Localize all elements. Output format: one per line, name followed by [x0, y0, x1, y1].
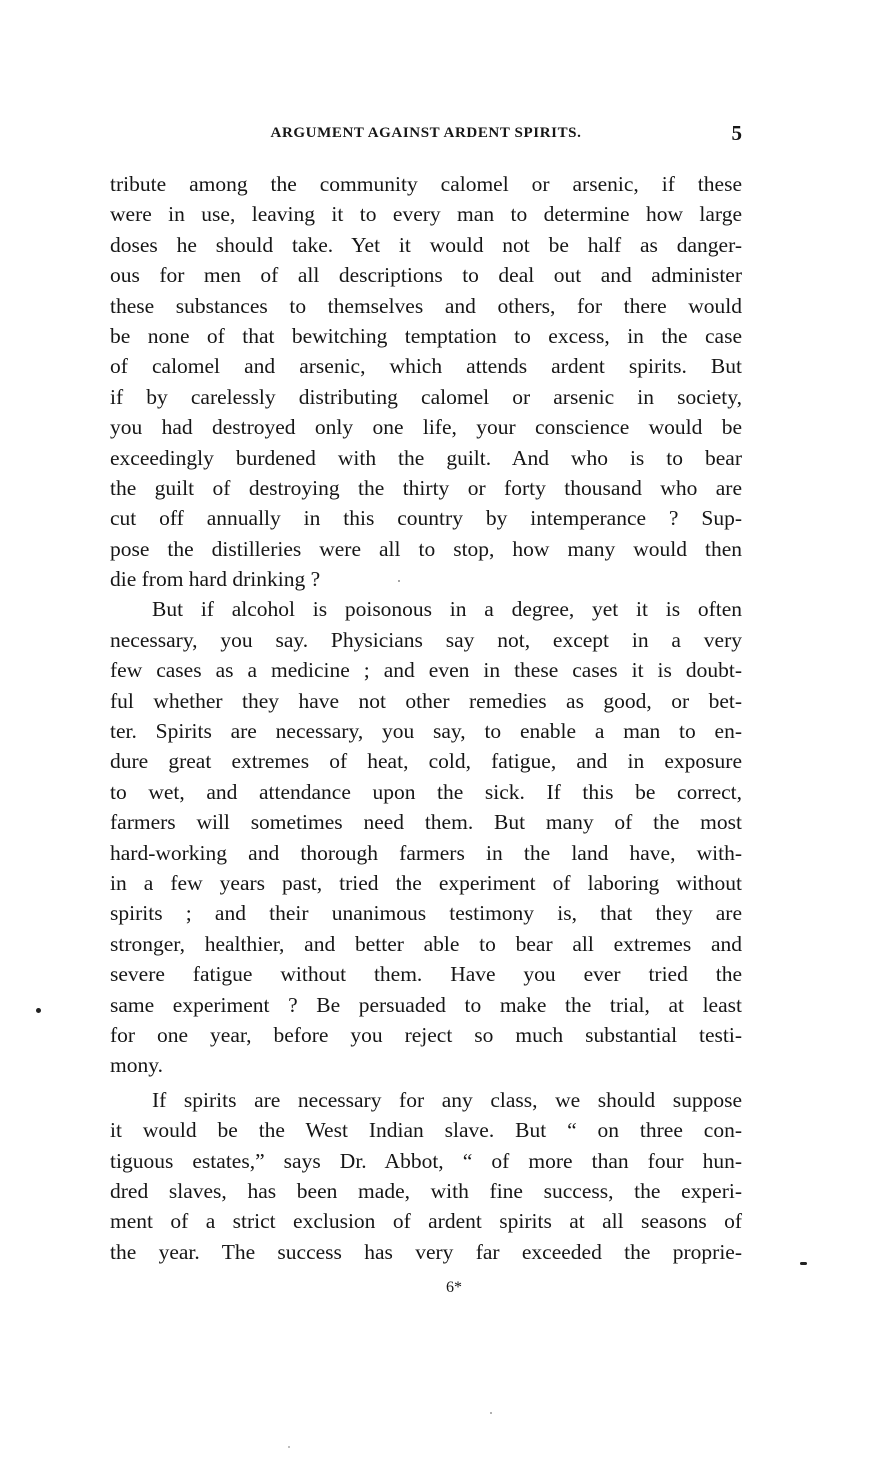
text-line: tiguous estates,” says Dr. Abbot, “ of more than four hun- [110, 1148, 742, 1173]
text-line: ous for men of all descriptions to deal out and administer [110, 263, 742, 288]
signature-mark: 6* [446, 1279, 462, 1296]
text-line: die from hard drinking ? [110, 567, 321, 592]
scan-speck [398, 580, 400, 582]
text-line: mony. [110, 1053, 163, 1078]
text-line: of calomel and arsenic, which attends ardent spirits. But [110, 354, 742, 379]
text-line: necessary, you say. Physicians say not, except in a very [110, 627, 742, 652]
scan-speck [288, 1446, 290, 1448]
paragraph [110, 594, 742, 1080]
scan-speck [800, 1262, 807, 1265]
text-line: doses he should take. Yet it would not be half as danger- [110, 232, 742, 257]
text-line: exceedingly burdened with the guilt. And who is to bear [110, 445, 742, 470]
text-line: If spirits are necessary for any class, we should suppose [152, 1087, 742, 1112]
text-line: in a few years past, tried the experiment of laboring without [110, 870, 742, 895]
scan-speck [36, 1008, 41, 1013]
text-line: you had destroyed only one life, your conscience would be [110, 415, 742, 440]
running-title: ARGUMENT AGAINST ARDENT SPIRITS. [270, 125, 582, 141]
text-line: to wet, and attendance upon the sick. If this be correct, [110, 779, 742, 804]
text-line: But if alcohol is poisonous in a degree, yet it is often [152, 597, 742, 622]
text-line: stronger, healthier, and better able to bear all extremes and [110, 931, 742, 956]
text-line: ful whether they have not other remedies as good, or bet- [110, 688, 742, 713]
text-line: ment of a strict exclusion of ardent spirits at all seasons of [110, 1209, 742, 1234]
text-line: dure great extremes of heat, cold, fatigue, and in exposure [110, 749, 742, 774]
text-line: these substances to themselves and others, for there would [110, 293, 742, 318]
paragraph [110, 169, 742, 594]
text-line: the guilt of destroying the thirty or forty thousand who are [110, 475, 742, 500]
text-line: ter. Spirits are necessary, you say, to enable a man to en- [110, 719, 742, 744]
scan-speck [490, 1412, 492, 1414]
page-number: 5 [731, 121, 742, 145]
text-line: were in use, leaving it to every man to determine how large [110, 202, 742, 227]
text-line: it would be the West Indian slave. But “ on three con- [110, 1118, 742, 1143]
body-text [110, 169, 742, 1267]
text-line: same experiment ? Be persuaded to make the trial, at least [110, 992, 742, 1017]
text-line: be none of that bewitching temptation to excess, in the case [110, 323, 742, 348]
text-line: few cases as a medicine ; and even in these cases it is doubt- [110, 658, 742, 683]
text-line: pose the distilleries were all to stop, how many would then [110, 536, 742, 561]
text-line: dred slaves, has been made, with fine success, the experi- [110, 1178, 742, 1203]
text-line: spirits ; and their unanimous testimony is, that they are [110, 901, 742, 926]
text-line: hard-working and thorough farmers in the land have, with- [110, 840, 742, 865]
paragraph [110, 1085, 742, 1267]
text-line: if by carelessly distributing calomel or arsenic in society, [110, 384, 742, 409]
text-line: cut off annually in this country by intemperance ? Sup- [110, 506, 742, 531]
text-line: for one year, before you reject so much substantial testi- [110, 1022, 742, 1047]
text-line: the year. The success has very far exceeded the proprie- [110, 1239, 742, 1264]
text-line: farmers will sometimes need them. But many of the most [110, 810, 742, 835]
running-head [110, 118, 742, 148]
text-line: severe fatigue without them. Have you ever tried the [110, 962, 742, 987]
text-line: tribute among the community calomel or arsenic, if these [110, 172, 742, 196]
